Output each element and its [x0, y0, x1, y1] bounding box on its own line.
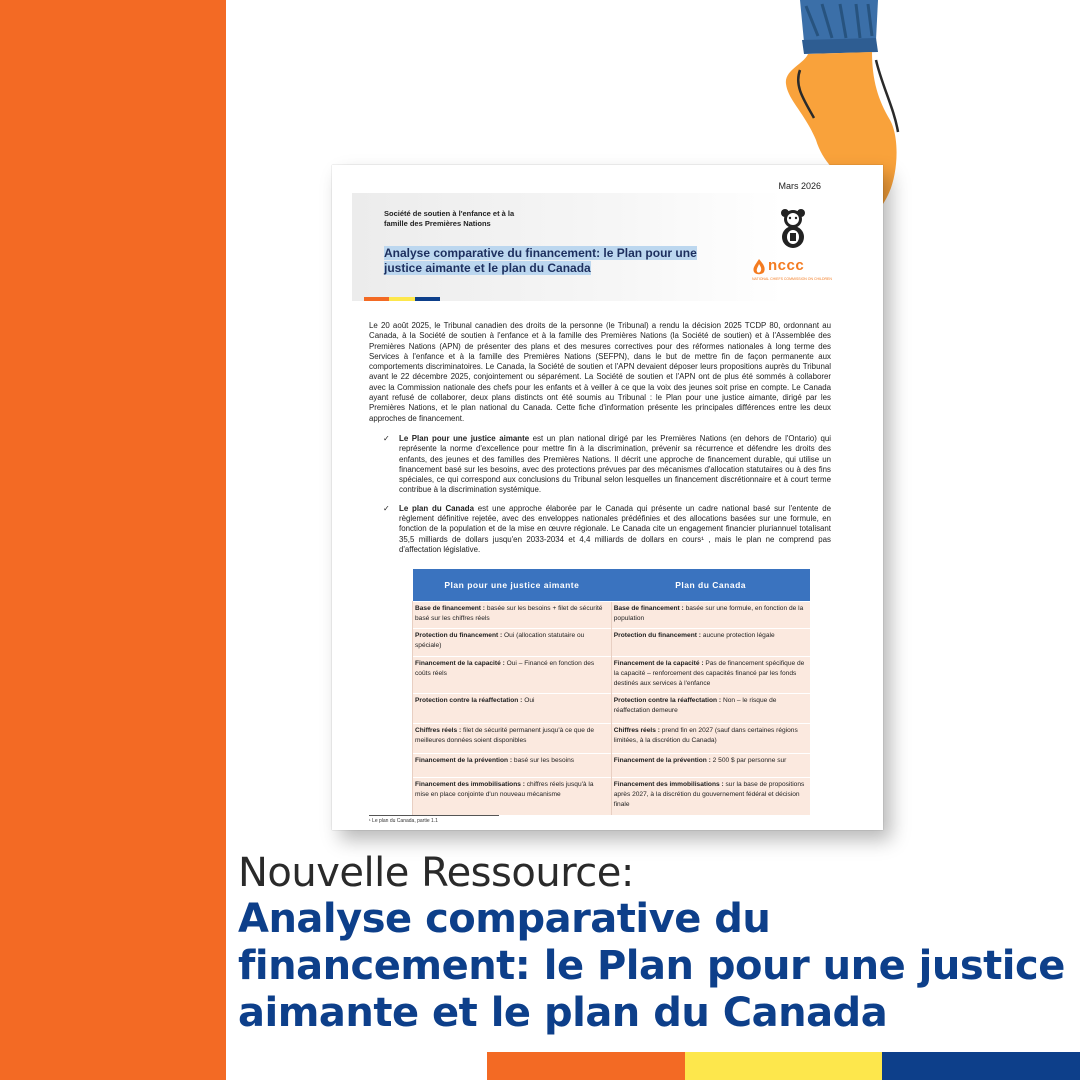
table-row [413, 601, 811, 628]
table-cell [611, 601, 810, 628]
table-cell [611, 628, 810, 656]
table-row [413, 723, 811, 753]
table-cell [611, 753, 810, 777]
table-header-cell: Plan pour une justice aimante [413, 569, 612, 601]
cell-lead: Protection contre la réaffectation : [415, 696, 523, 704]
cell-lead: Chiffres réels : [415, 726, 462, 734]
nccc-flame-icon [750, 258, 768, 276]
bottom-color-stripes [487, 1052, 1080, 1080]
table-row [413, 753, 811, 777]
cell-lead: Financement de la capacité : [613, 659, 704, 667]
document-title [384, 246, 724, 276]
heading-kicker: Nouvelle Ressource: [238, 850, 634, 896]
cell-text: Oui [522, 696, 535, 704]
stripe-orange [487, 1052, 685, 1080]
stripe-yellow [685, 1052, 883, 1080]
cell-text: basée sur les besoins + filet de sécurité basé sur les chiffres réels [415, 604, 603, 622]
cell-lead: Financement des immobilisations : [613, 780, 724, 788]
footnote-divider [369, 815, 499, 816]
table-cell [611, 723, 810, 753]
bullet-text: est un plan national dirigé par les Premières Nations (en dehors de l'Ontario) qui représente la norme d'excellence pour mettre fin à la discrimination, prévenir sa récurrence et défendre les droits des enfants, des jeunes et des familles des Premières Nations. Il décrit une approche de financement durable, qui utilise un financement basé sur les besoins, avec des protections prévues par des mécanismes d'allocation statutaires ou à des fins spéciales, ce qui correspond aux conclusions du Tribunal selon lesquelles un financement discrétionnaire et à court terme contribue à la discrimination systémique. [399, 433, 831, 495]
stripe-yellow [389, 297, 414, 301]
cell-text: Oui (allocation statutaire ou spéciale) [415, 631, 585, 649]
table-cell [611, 693, 810, 723]
comparison-table [412, 569, 810, 815]
bullet-lead: Le plan du Canada [399, 503, 474, 513]
document-color-stripes [364, 297, 440, 301]
table-cell [413, 601, 612, 628]
cell-text: prend fin en 2027 (sauf dans certaines régions limitées, à la discrétion du Canada) [613, 726, 798, 744]
cell-lead: Financement de la prévention : [415, 756, 513, 764]
cell-text: Oui – Financé en fonction des coûts réels [415, 659, 595, 677]
cell-lead: Base de financement : [613, 604, 684, 612]
table-cell [413, 753, 612, 777]
cell-lead: Protection contre la réaffectation : [613, 696, 722, 704]
check-icon: ✓ [383, 433, 390, 443]
document-date: Mars 2026 [778, 181, 821, 191]
cell-lead: Protection du financement : [613, 631, 701, 639]
document-title-text: Analyse comparative du financement: le Plan pour une justice aimante et le plan du Canada [384, 246, 697, 275]
bullet-text: est une approche élaborée par le Canada qui présente un cadre national basé sur l'entente de règlement définitive rejetée, avec des enveloppes nationales prédéfinies et des allocations basées sur une formule, en fonction de la population et de la mise en œuvre régionale. Le Canada cite un engagement financier pluriannuel totalisant 35,5 milliards de dollars jusqu'en 2033-2034 et 4,4 milliards de dollars en cours¹ , mais le plan ne comprend pas d'affectation législative. [399, 503, 831, 554]
document-org-name: Société de soutien à l'enfance et à la famille des Premières Nations [384, 209, 515, 228]
document-body [369, 321, 831, 563]
cell-lead: Financement de la capacité : [415, 659, 505, 667]
cell-lead: Base de financement : [415, 604, 485, 612]
cell-text: basé sur les besoins [512, 756, 575, 764]
cell-text: sur la base de propositions après 2027, à la discrétion du gouvernement fédéral et décision finale [613, 780, 805, 808]
table-row [413, 656, 811, 693]
document-intro: Le 20 août 2025, le Tribunal canadien des droits de la personne (le Tribunal) a rendu la décision 2025 TCDP 80, ordonnant au Canada, à la Société de soutien à l'enfance et à la famille des Premières Nations (la Société de soutien) et à l'Assemblée des Premières Nations (APN) de présenter des plans et des mesures correctives pour des réformes nationales à long terme des Services à l'enfance et à la famille des Premières Nations (SEFPN), dans le but de mettre fin de façon permanente aux comportements discriminatoires. Le Canada, la Société de soutien et l'APN devaient déposer leurs propositions auprès du Tribunal avant le 22 décembre 2025, conjointement ou séparément. La Société de soutien et l'APN ont de plus été sommés à collaborer avec la Commission nationale des chefs pour les enfants et à veiller à ce que la voix des jeunes soit prise en compte. Le Canada ayant refusé de collaborer, deux plans distincts ont été soumis au Tribunal : le Plan pour une justice aimante, dirigé par les Premières Nations, et le plan national du Canada. Cette fiche d'information présente les principales différences entre les deux approches de financement. [369, 321, 831, 423]
nccc-logo [750, 257, 830, 287]
nccc-logo-text: nccc [768, 257, 805, 274]
table-cell [611, 656, 810, 693]
bullet-item [369, 504, 831, 555]
heading-title: Analyse comparative du financement: le Plan pour une justice aimante et le plan du Canada [238, 896, 1065, 1036]
table-row [413, 693, 811, 723]
cell-lead: Chiffres réels : [613, 726, 660, 734]
bullet-item [369, 434, 831, 496]
table-cell [413, 656, 612, 693]
cell-text: basée sur une formule, en fonction de la population [613, 604, 804, 622]
cell-text: chiffres réels jusqu'à la mise en place conjointe d'un nouveau mécanisme [415, 780, 594, 798]
cell-text: Pas de financement spécifique de la capacité – renforcement des capacités financé par les fonds destinés aux services à l'enfance [613, 659, 805, 687]
cell-lead: Protection du financement : [415, 631, 503, 639]
table-row [413, 777, 811, 815]
table-cell [413, 723, 612, 753]
stripe-navy [415, 297, 440, 301]
stripe-orange [364, 297, 389, 301]
bullet-lead: Le Plan pour une justice aimante [399, 433, 530, 443]
cell-text: filet de sécurité permanent jusqu'à ce que de meilleures données soient disponibles [415, 726, 595, 744]
table-cell [413, 693, 612, 723]
bear-logo-icon [778, 207, 808, 251]
cell-text: 2 500 $ par personne sur [710, 756, 787, 764]
check-icon: ✓ [383, 503, 390, 513]
cell-text: Non – le risque de réaffectation demeure [613, 696, 777, 714]
document-preview [332, 165, 883, 830]
cell-text: aucune protection légale [700, 631, 775, 639]
table-cell [611, 777, 810, 815]
stripe-navy [882, 1052, 1080, 1080]
table-cell [413, 777, 612, 815]
footnote: ¹ Le plan du Canada, partie 1.1 [369, 818, 438, 824]
table-cell [413, 628, 612, 656]
table-row [413, 628, 811, 656]
table-header-row [413, 569, 811, 601]
cell-lead: Financement des immobilisations : [415, 780, 525, 788]
left-orange-bar [0, 0, 226, 1080]
cell-lead: Financement de la prévention : [613, 756, 711, 764]
nccc-logo-subtext: NATIONAL CHIEFS COMMISSION ON CHILDREN [752, 277, 832, 281]
table-header-cell: Plan du Canada [611, 569, 810, 601]
